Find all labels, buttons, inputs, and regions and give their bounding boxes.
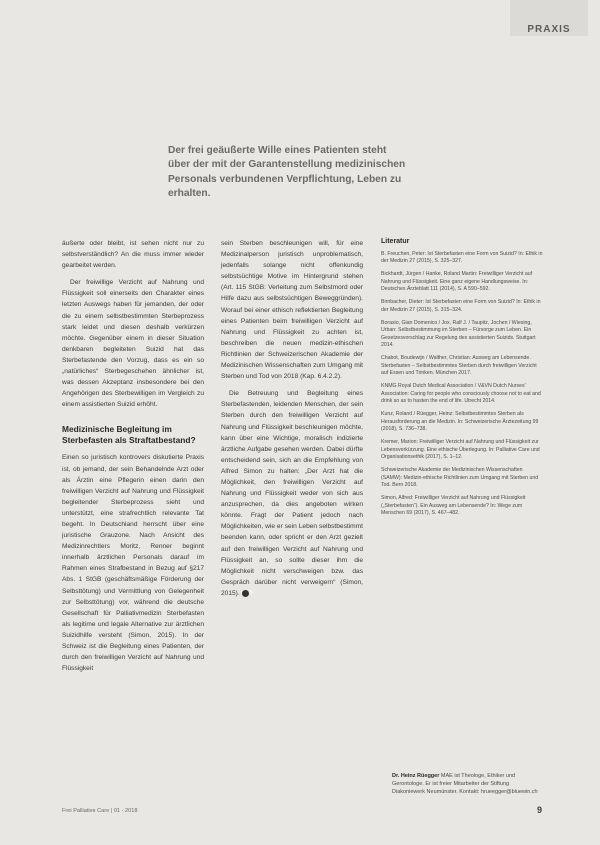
paragraph: sein Sterben beschleunigen will, für eine Medizinalperson juristisch unproblematisch, jedenfalls solange nicht offenkundig selbstsüchtige Motive im Hintergrund stehen (Art. 115 StGB: Verleitung zum Selbstmord oder Hilfe dazu aus selbstsüchtigen Beweggründen). Worauf bei einer ethisch reflektierten Begleitung eines Patienten beim freiwilligen Verzicht auf Nahrung und Flüssigkeit zu achten ist, beschreiben die neuen medizin-ethischen Richtlinien der Schweizerischen Akademie der Medizinischen Wissenschaften zum Umgang mit Sterben und Tod von 2018 (Kap. 6.4.2.2). — [221, 240, 363, 381]
paragraph — [221, 388, 363, 599]
end-of-article-icon: B — [242, 590, 249, 597]
literature-ref: Kunz, Roland / Rüegger, Heinz: Selbstbestimmtes Sterben als Herausforderung an die Medizin. In: Schweizerische Ärztezeitung 99 (2018), S. 736–738. — [381, 411, 539, 432]
article-column-2 — [221, 238, 363, 605]
paragraph-text: Die Betreuung und Begleitung eines Sterbefastenden, leidenden Menschen, der sein Sterben durch den freiwilligen Verzicht auf Nahrung und Flüssigkeit beschleunigen möchte, kann über eine Wichtige, moralisch indizierte ärztliche Aufgabe gesehen werden. Dabei dürfte entscheidend sein, sich an die Empfehlung von Alfred Simon zu halten: „Der Arzt hat die Möglichkeit, den freiwilligen Verzicht auf Nahrung und Flüssigkeit weder von sich aus anzusprechen, da dies angeboten wirken könnte. Fragt der Patient jedoch nach Möglichkeiten, wie er sein Leben selbstbestimmt beenden kann, oder spricht er den Arzt gezielt auf den freiwilligen Verzicht auf Nahrung und Flüssigkeit an, so sollte dieser ihm die Möglichkeit nicht verschweigen bzw. das Gespräch darüber nicht verweigern“ (Simon, 2015). — [221, 390, 363, 597]
paragraph: Einen so juristisch kontrovers diskutierte Praxis ist, ob jemand, der sein Behandelnde Arzt oder als Ärztin eine Pflegerin einen darin den freiwilligen Verzicht auf Nahrung und Flüssigkeit begleitender Sterbeprozess sieht und unterstützt, eine strafrechtlich relevante Tat begeht. In Deutschland herrscht über eine juristische Grauzone. Nach Ansicht des Medizinrechtlers Moritz, Renner beginnt innerhalb ärztlichen Personals darauf im Rahmen eines Strafbestand in Bezug auf §217 Abs. 1 StGB (geschäftsmäßige Förderung der Selbsttötung) und Vermittlung von Gelegenheit zur Selbsttötung) vor, während die deutsche Gesellschaft für Palliativmedizin Sterbefasten als legitime und legale Alternative zur ärztlichen Suizidhilfe versteht (Simon, 2015). In der Schweiz ist die Begleitung eines Patienten, der durch den freiwilligen Verzicht auf Nahrung und Flüssigkeit — [62, 454, 204, 673]
literature-ref: Kremer, Marion: Freiwilliger Verzicht auf Nahrung und Flüssigkeit zur Lebensverkürzung. Eine ethische Überlegung. In: Palliative Care und Organisationsethik (2017), S. 1–12. — [381, 439, 540, 460]
paragraph: Der freiwillige Verzicht auf Nahrung und Flüssigkeit soll einerseits den Charakter eines letzten Auswegs haben für jemanden, der oder die zu einem selbstbestimmten Sterbeprozess stark leidet und diesen deshalb verkürzen möchte. Gegenüber einem in dieser Situation denkbaren begleiteten Suizid hat das Sterbefastende den Vorzug, dass es ein so „natürliches“ Sterbegeschehen ähnlicher ist, was dessen Akzeptanz insbesondere bei den Angehörigen des Sterbewilligen im Vergleich zu einem assistierten Suizid erhöht. — [62, 279, 204, 409]
literature-ref: Borasio, Gian Domenico / Jox, Ralf J. / Taupitz, Jochen / Wiesing, Urban: Selbstbestimmung im Sterben – Fürsorge zum Leben. Ein Gesetzesvorschlag zur Regelung des assistierten Suizids. Stuttgart 2014. — [381, 319, 536, 348]
author-box — [392, 772, 542, 796]
footer-publication: Frei Palliative Care | 01 · 2018 — [62, 808, 138, 814]
pull-quote: Der frei geäußerte Wille eines Patienten steht über der mit der Garantenstellung medizinischen Personals verbundenen Verpflichtung, Leben zu erhalten. — [168, 145, 406, 200]
section-heading: Medizinische Begleitung im Sterbefasten als Straftatbestand? — [62, 424, 196, 446]
literature-ref: Schweizerische Akademie der Medizinischen Wissenschaften (SAMW): Medizin-ethische Richtlinien zum Umgang mit Sterben und Tod. Bern 2018. — [381, 467, 539, 488]
page-number: 9 — [536, 805, 542, 815]
literature-ref: Birnbacher, Dieter: Ist Sterbefasten eine Form von Suizid? In: Ethik in der Medizin 27 (2015), S. 315–324. — [381, 299, 541, 313]
literature-ref: KNMG Royal Dutch Medical Association / V&VN Dutch Nurses' Association: Caring for people who consciously choose not to eat and drink so as to hasten the end of life. Utrecht 2014. — [381, 383, 541, 404]
literature-ref: Bickhardt, Jürgen / Hanke, Roland Martin: Freiwilliger Verzicht auf Nahrung und Flüssigkeit. Eine ganz eigene Handlungsweise. In: Deutsches Ärzteblatt 111 (2014), S. A 590–592. — [381, 271, 533, 292]
literature-list — [381, 238, 545, 523]
literature-ref: B. Freuchen, Peter: Ist Sterbefasten eine Form von Suizid? In: Ethik in der Medizin 27 (2015), S. 325–327. — [381, 250, 543, 264]
author-bio: MAE ist Theologe, Ethiker und Gerontologe. Er ist freier Mitarbeiter der Stiftung Diakoniewerk Neumünster. Kontakt: hrueegger@bluewin.ch — [392, 773, 538, 795]
section-tab: PRAXIS — [510, 0, 588, 36]
literature-ref: Chabot, Boudewijn / Walther, Christian: Ausweg am Lebensende. Sterbefasten – Selbstbestimmtes Sterben durch freiwilligen Verzicht auf Essen und Trinken. München 2017. — [381, 355, 537, 376]
article-column-1 — [62, 238, 204, 680]
literature-ref: Simon, Alfred: Freiwilliger Verzicht auf Nahrung und Flüssigkeit („Sterbefasten“). Ein Ausweg am Lebensende? In: Wege zum Menschen 69 (2017), S. 467–482. — [381, 495, 526, 516]
author-name: Dr. Heinz Rüegger — [392, 773, 440, 779]
literature-heading: Literatur — [381, 238, 410, 245]
paragraph: äußerte oder bleibt, ist sehen nicht nur zu selbstverständlich? An die muss immer wieder gearbeitet werden. — [62, 240, 204, 270]
